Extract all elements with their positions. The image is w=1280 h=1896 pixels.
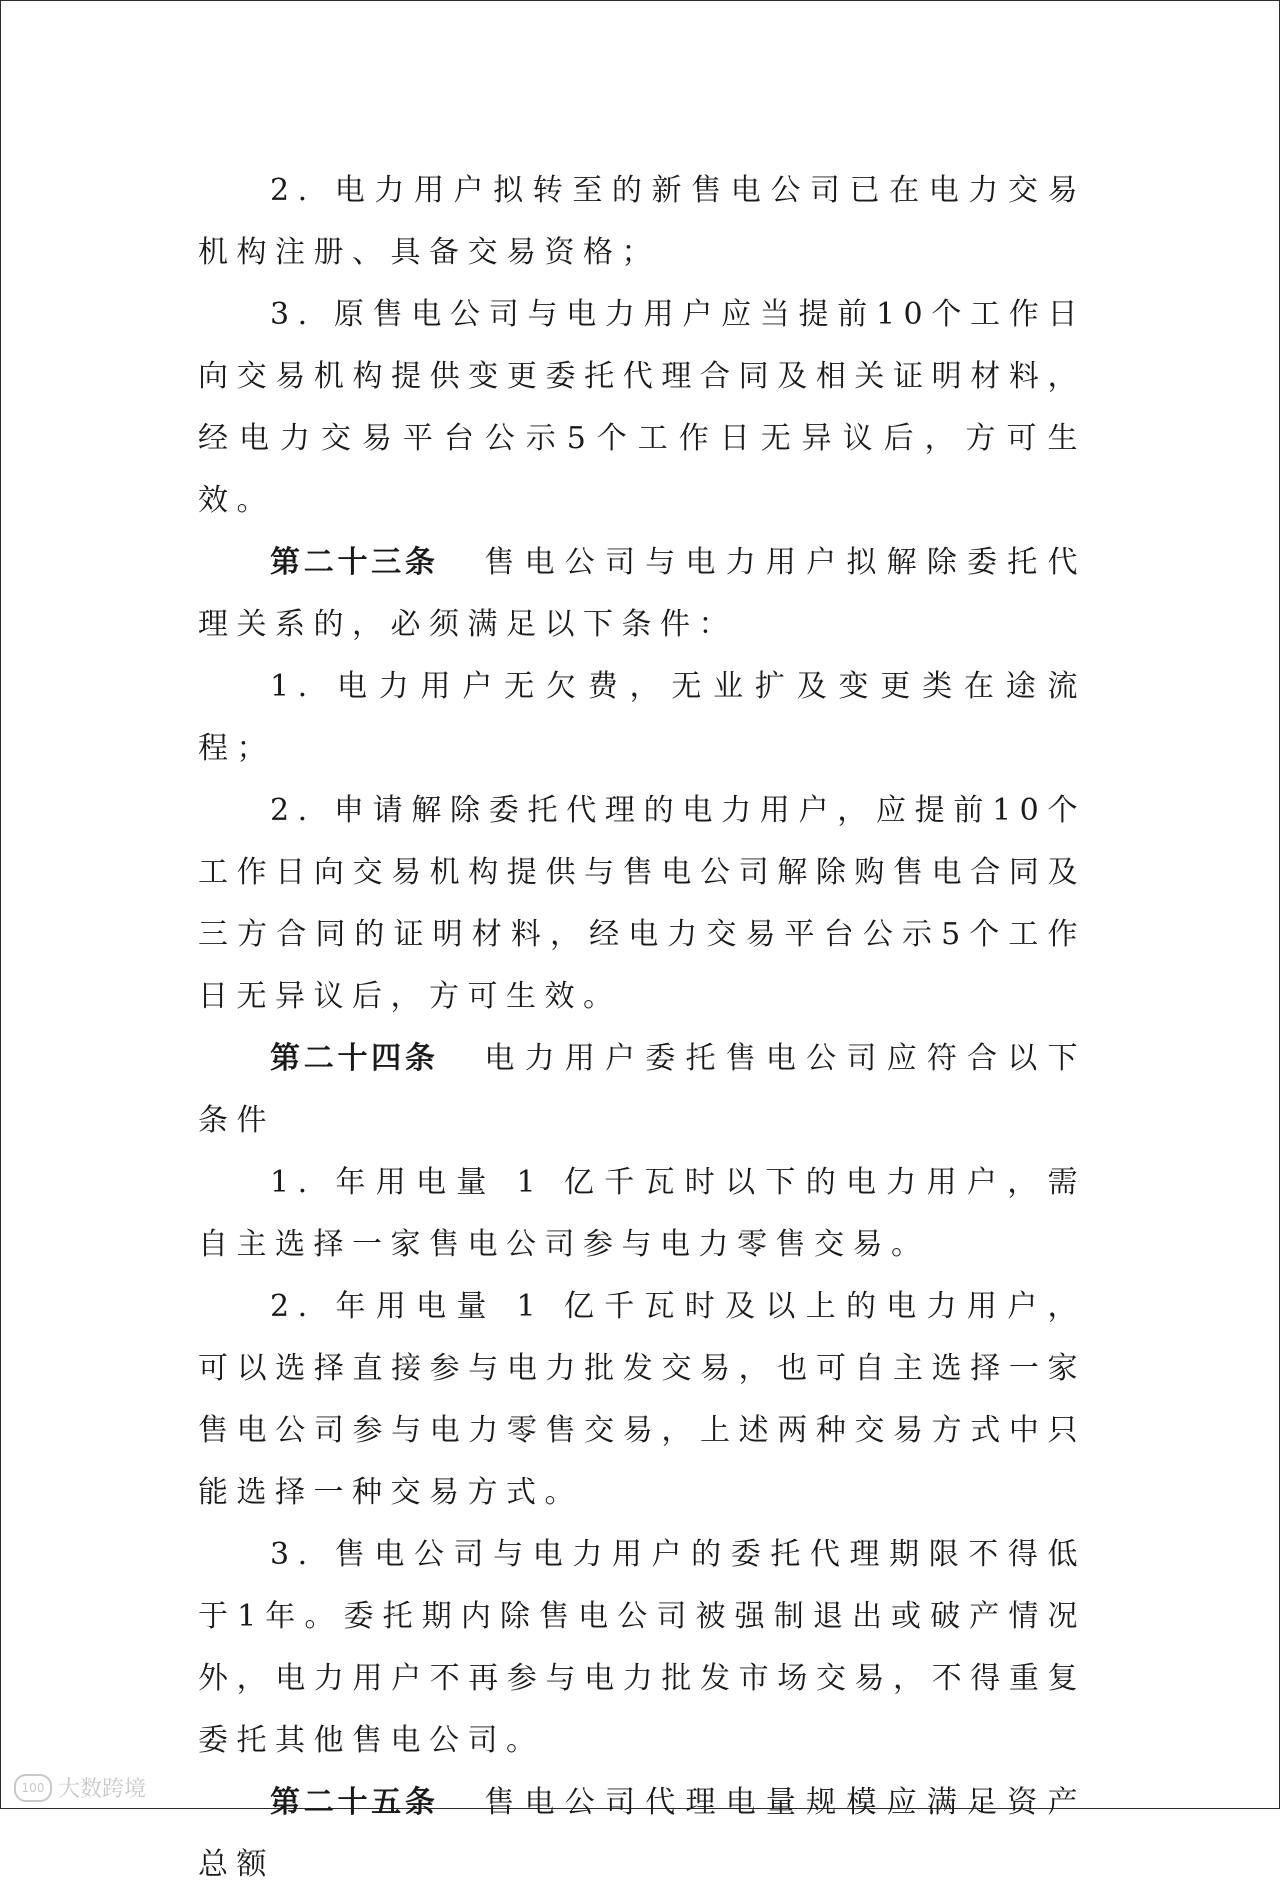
article-heading: 第二十四条	[270, 1041, 439, 1076]
document-body	[198, 160, 1086, 1896]
watermark	[14, 1772, 146, 1803]
watermark-text: 大数跨境	[58, 1777, 147, 1802]
circle-logo-icon: 100	[14, 1774, 52, 1802]
paragraph-item: 3. 售电公司与电力用户的委托代理期限不得低于1年。委托期内除售电公司被强制退出或破产情况外，电力用户不再参与电力批发市场交易，不得重复委托其他售电公司。	[198, 1537, 1086, 1758]
article-23: 第二十三条 售电公司与电力用户拟解除委托代理关系的，必须满足以下条件：	[198, 545, 1086, 642]
article-heading: 第二十三条	[270, 545, 439, 580]
paragraph-item: 1. 年用电量 1 亿千瓦时以下的电力用户，需自主选择一家售电公司参与电力零售交易。	[198, 1165, 1086, 1262]
paragraph-item: 2. 年用电量 1 亿千瓦时及以上的电力用户，可以选择直接参与电力批发交易，也可自主选择一家售电公司参与电力零售交易，上述两种交易方式中只能选择一种交易方式。	[198, 1289, 1086, 1510]
article-25: 第二十五条 售电公司代理电量规模应满足资产总额	[198, 1785, 1086, 1882]
paragraph-item: 1. 电力用户无欠费，无业扩及变更类在途流程；	[198, 669, 1086, 766]
article-24: 第二十四条 电力用户委托售电公司应符合以下条件	[198, 1041, 1086, 1138]
paragraph-item: 2. 电力用户拟转至的新售电公司已在电力交易机构注册、具备交易资格；	[198, 173, 1086, 270]
paragraph-item: 2. 申请解除委托代理的电力用户，应提前10个工作日向交易机构提供与售电公司解除购售电合同及三方合同的证明材料，经电力交易平台公示5个工作日无异议后，方可生效。	[198, 793, 1086, 1014]
article-heading: 第二十五条	[270, 1785, 439, 1820]
paragraph-item: 3. 原售电公司与电力用户应当提前10个工作日向交易机构提供变更委托代理合同及相关证明材料，经电力交易平台公示5个工作日无异议后，方可生效。	[198, 297, 1086, 518]
